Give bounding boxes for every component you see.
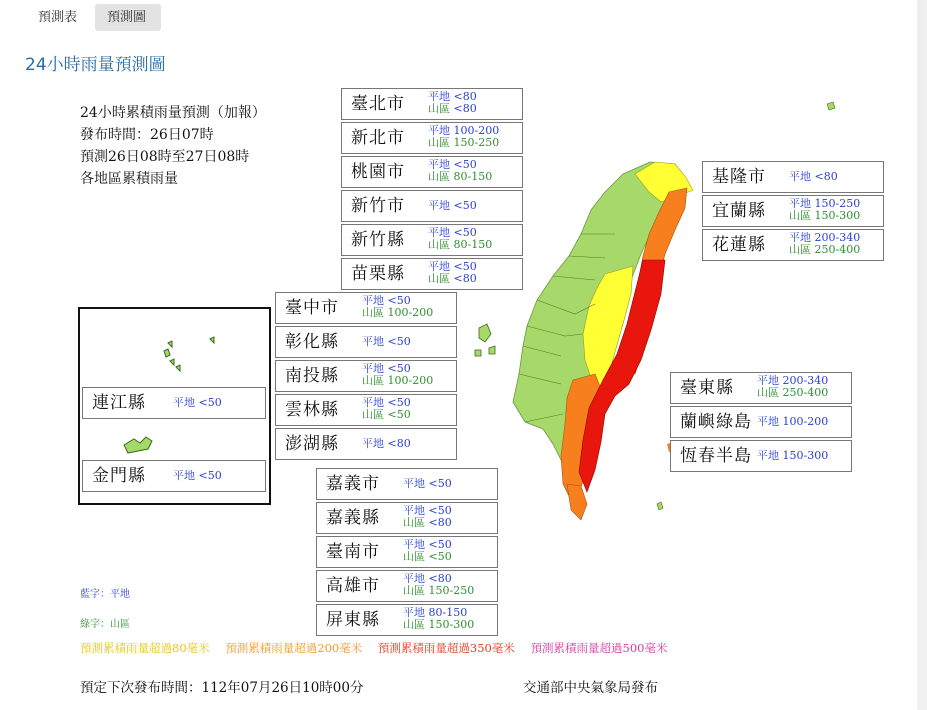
region-name: 基隆市 [712,167,766,187]
mountain-value: <80 [428,516,452,529]
publisher: 交通部中央氣象局發布 [523,680,658,696]
mountain-label: 山區 [403,550,425,563]
region-name: 宜蘭縣 [712,201,766,221]
plain-label: 平地 [362,396,384,409]
region-hengchun [670,440,852,472]
matsu-islands [164,337,214,371]
kinmen-island [124,437,152,453]
plain-value: <50 [198,396,222,409]
plain-value: <80 [428,572,452,585]
region-name: 嘉義縣 [326,508,380,528]
legend-80mm: 預測累積雨量超過80毫米 [80,641,210,655]
color-legend [80,640,900,656]
region-hsinchu-city [341,190,523,222]
region-kinmen [82,460,266,492]
plain-value: <50 [428,538,452,551]
plain-label: 平地 [362,437,384,450]
region-name: 新竹市 [351,196,405,216]
mountain-value: 150-250 [453,136,500,149]
plain-value: 100-200 [782,415,829,428]
plain-value: 200-340 [782,374,829,387]
region-name: 彰化縣 [285,332,339,352]
plain-value: <50 [387,294,411,307]
region-name: 屏東縣 [326,610,380,630]
region-taoyuan [341,156,523,188]
plain-label: 平地 [403,477,425,490]
plain-label: 平地 [757,415,779,428]
region-name: 連江縣 [92,393,146,413]
region-name: 嘉義市 [326,474,380,494]
rainfall-map [75,84,915,704]
plain-label: 平地 [428,226,450,239]
legend-350mm: 預測累積雨量超過350毫米 [377,641,515,655]
plain-label: 平地 [428,199,450,212]
plain-value: 100-200 [453,124,500,137]
region-name: 雲林縣 [285,400,339,420]
mountain-label: 山區 [362,306,384,319]
scrollbar[interactable] [917,0,927,710]
next-release-time: 預定下次發布時間：112年07月26日10時00分 [80,680,364,696]
region-tainan [316,536,498,568]
mountain-value: 100-200 [387,306,434,319]
plain-value: <50 [387,335,411,348]
page-title: 24小時雨量預測圖 [25,55,166,75]
forecast-period: 預測26日08時至27日08時 [80,149,250,165]
region-hualien [702,229,884,261]
mountain-value: 150-250 [428,584,475,597]
mountain-label: 山區 [428,238,450,251]
region-chiayi-city [316,468,498,500]
plain-label: 平地 [173,469,195,482]
mountain-value: 250-400 [814,243,861,256]
plain-label: 平地 [173,396,195,409]
mountain-label: 山區 [789,243,811,256]
plain-value: <50 [198,469,222,482]
scrollbar-thumb[interactable] [918,0,926,560]
mountain-label: 山區 [789,209,811,222]
mountain-value: <80 [453,102,477,115]
region-name: 恆春半島 [680,446,752,466]
key-plain: 藍字：平地 [80,589,130,600]
plain-label: 平地 [428,158,450,171]
plain-label: 平地 [403,504,425,517]
legend-200mm: 預測累積雨量超過200毫米 [225,641,363,655]
region-name: 臺東縣 [680,378,734,398]
plain-label: 平地 [362,335,384,348]
mountain-value: 250-400 [782,386,829,399]
mountain-label: 山區 [362,374,384,387]
region-taichung [275,292,457,324]
plain-value: <50 [387,396,411,409]
plain-value: <50 [453,199,477,212]
region-name: 苗栗縣 [351,264,405,284]
region-yilan [702,195,884,227]
region-pingtung [316,604,498,636]
plain-value: 150-250 [814,197,861,210]
key-mountain: 綠字：山區 [80,619,130,630]
region-south-tip [567,484,587,520]
region-changhua [275,326,457,358]
plain-label: 平地 [428,260,450,273]
plain-value: <50 [428,504,452,517]
plain-label: 平地 [789,170,811,183]
region-name: 金門縣 [92,466,146,486]
mountain-value: 150-300 [814,209,861,222]
region-kaohsiung [316,570,498,602]
plain-value: 80-150 [428,606,468,619]
mountain-value: 100-200 [387,374,434,387]
plain-label: 平地 [403,572,425,585]
region-lanyu-green-island [670,406,852,438]
region-hsinchu-county [341,224,523,256]
forecast-title: 24小時累積雨量預測（加報） [80,105,266,121]
region-name: 新北市 [351,128,405,148]
plain-value: <80 [387,437,411,450]
plain-label: 平地 [403,606,425,619]
mountain-value: <50 [387,408,411,421]
plain-label: 平地 [757,374,779,387]
plain-value: <80 [814,170,838,183]
penghu-islands [475,324,495,356]
region-taipei-city [341,88,523,120]
xiaoliuqiu [657,502,663,510]
mountain-label: 山區 [757,386,779,399]
mountain-label: 山區 [428,272,450,285]
region-nantou [275,360,457,392]
region-penghu [275,428,457,460]
plain-value: <80 [453,90,477,103]
region-new-taipei [341,122,523,154]
plain-value: 200-340 [814,231,861,244]
plain-label: 平地 [757,449,779,462]
region-lienchiang [82,387,266,419]
tab-forecast-table[interactable]: 預測表 [26,4,94,31]
region-name: 臺北市 [351,94,405,114]
plain-label: 平地 [362,362,384,375]
mountain-label: 山區 [428,136,450,149]
plain-label: 平地 [428,124,450,137]
region-miaoli [341,258,523,290]
plain-value: 150-300 [782,449,829,462]
issue-time: 發布時間：26日07時 [80,127,214,143]
region-name: 高雄市 [326,576,380,596]
region-name: 桃園市 [351,162,405,182]
mountain-value: <80 [453,272,477,285]
plain-label: 平地 [403,538,425,551]
plain-value: <50 [387,362,411,375]
region-name: 新竹縣 [351,230,405,250]
tab-forecast-map[interactable]: 預測圖 [95,4,161,31]
mountain-label: 山區 [403,516,425,529]
region-yunlin [275,394,457,426]
plain-label: 平地 [789,197,811,210]
region-name: 花蓮縣 [712,235,766,255]
plain-label: 平地 [428,90,450,103]
legend-500mm: 預測累積雨量超過500毫米 [530,641,668,655]
forecast-description: 各地區累積雨量 [80,171,178,187]
region-name: 臺中市 [285,298,339,318]
mountain-label: 山區 [403,584,425,597]
region-keelung [702,161,884,193]
region-taitung [670,372,852,404]
plain-value: <50 [453,158,477,171]
mountain-label: 山區 [403,618,425,631]
region-name: 南投縣 [285,366,339,386]
plain-value: <50 [453,226,477,239]
mountain-value: 80-150 [453,238,493,251]
mountain-label: 山區 [428,170,450,183]
mountain-value: 150-300 [428,618,475,631]
region-name: 澎湖縣 [285,434,339,454]
mountain-label: 山區 [362,408,384,421]
plain-value: <50 [428,477,452,490]
mountain-value: 80-150 [453,170,493,183]
mountain-value: <50 [428,550,452,563]
mountain-label: 山區 [428,102,450,115]
plain-value: <50 [453,260,477,273]
plain-label: 平地 [362,294,384,307]
plain-label: 平地 [789,231,811,244]
keelung-islet [827,102,835,110]
region-name: 蘭嶼綠島 [680,412,752,432]
region-chiayi-county [316,502,498,534]
region-name: 臺南市 [326,542,380,562]
